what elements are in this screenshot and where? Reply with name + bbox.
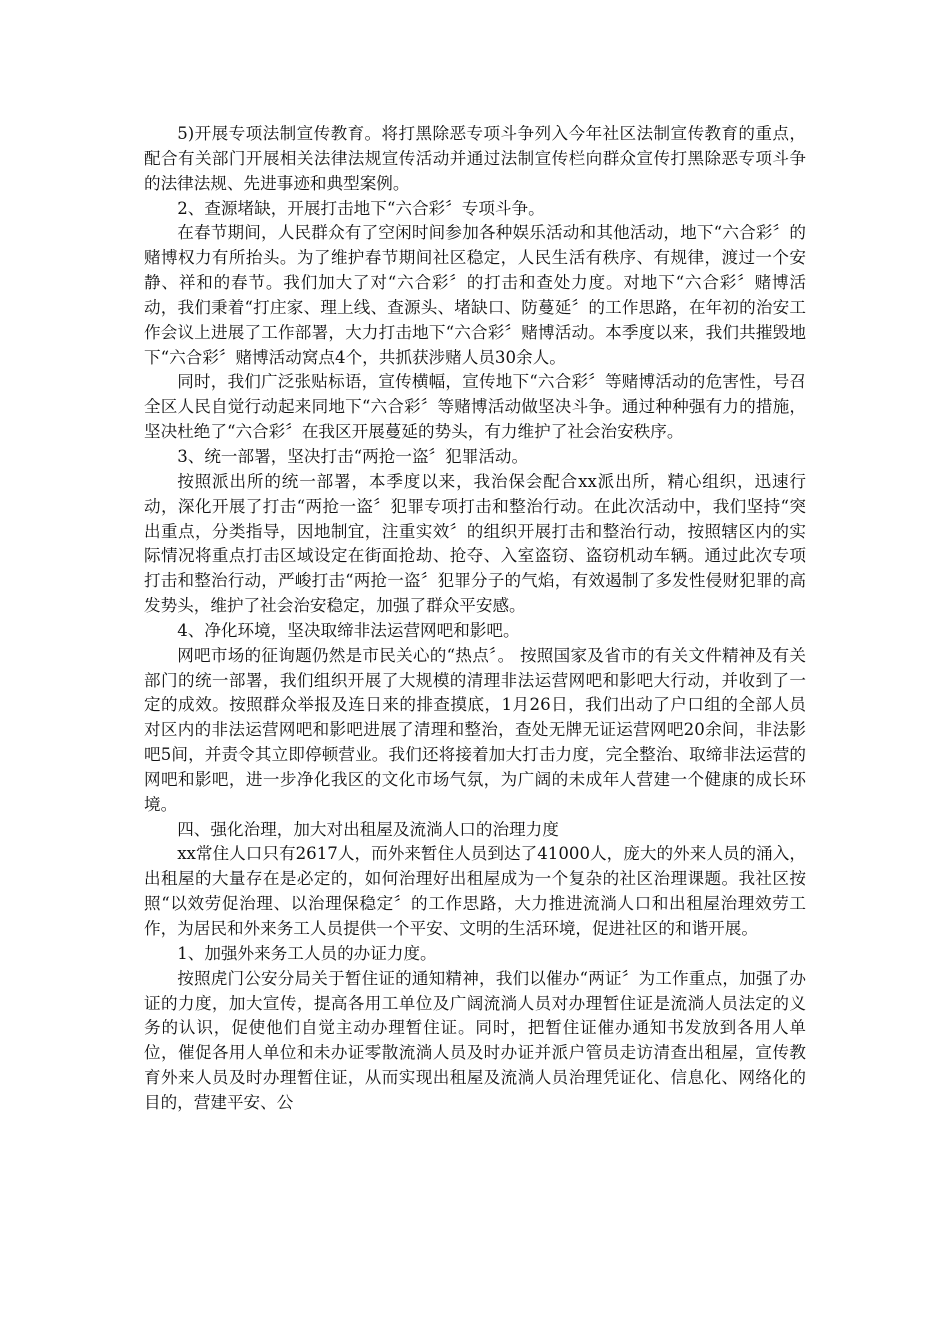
paragraph-police-deployment: 按照派出所的统一部署，本季度以来，我治保会配合xx派出所，精心组织，迅速行动，深化开展了打击“两抢一盗〞犯罪专项打击和整治行动。在此次活动中，我们坚持“突出重点，分类指导，因地制宜，注重实效〞的组织开展打击和整治行动，按照辖区内的实际情况将重点打击区域设定在街面抢劫、抢夺、入室盗窃、盗窃机动车辆。通过此次专项打击和整治行动，严峻打击“两抢一盗〞犯罪分子的气焰，有效遏制了多发性侵财犯罪的高发势头，维护了社会治安稳定，加强了群众平安感。 [144, 471, 806, 616]
heading-lottery-crackdown: 2、查源堵缺，开展打击地下“六合彩〞专项斗争。 [177, 198, 545, 218]
paragraph-legal-publicity: 5)开展专项法制宣传教育。将打黑除恶专项斗争列入今年社区法制宣传教育的重点，配合有关部门开展相关法律法规宣传活动并通过法制宣传栏向群众宣传打黑除恶专项斗争的法律法规、先进事迹和典型案例。 [144, 124, 806, 193]
heading-permits: 1、加强外来务工人员的办证力度。 [177, 943, 437, 963]
document-body [144, 122, 806, 1116]
paragraph-population: xx常住人口只有2617人，而外来暂住人员到达了41000人，庞大的外来人员的涌入，出租屋的大量存在是必定的，如何治理好出租屋成为一个复杂的社区治理课题。我社区按照“以效劳促治理、以治理保稳定〞的工作思路，大力推进流淌人口和出租屋治理效劳工作，为居民和外来务工人员提供一个平安、文明的生活环境，促进社区的和谐开展。 [144, 844, 806, 938]
paragraph-slogans: 同时，我们广泛张贴标语，宣传横幅，宣传地下“六合彩〞等赌博活动的危害性，号召全区人民自觉行动起来同地下“六合彩〞等赌博活动做坚决斗争。通过种种强有力的措施，坚决杜绝了“六合彩〞在我区开展蔓延的势头，有力维护了社会治安秩序。 [144, 372, 806, 442]
paragraph-temporary-residence: 按照虎门公安分局关于暂住证的通知精神，我们以催办“两证〞为工作重点，加强了办证的力度，加大宣传，提高各用工单位及广阔流淌人员对办理暂住证是流淌人员法定的义务的认识，促使他们自觉主动办理暂住证。同时，把暂住证催办通知书发放到各用人单位，催促各用人单位和未办证零散流淌人员及时办证并派户管员走访清查出租屋，宣传教育外来人员及时办理暂住证，从而实现出租屋及流淌人员治理凭证化、信息化、网络化的目的，营建平安、公 [144, 968, 806, 1112]
paragraph-spring-festival: 在春节期间，人民群众有了空闲时间参加各种娱乐活动和其他活动，地下“六合彩〞的赌博权力有所抬头。为了维护春节期间社区稳定，人民生活有秩序、有规律，渡过一个安静、祥和的春节。我们加大了对“六合彩〞的打击和查处力度。对地下“六合彩〞赌博活动，我们秉着“打庄家、理上线、查源头、堵缺口、防蔓延〞的工作思路，在年初的治安工作会议上进展了工作部署，大力打击地下“六合彩〞赌博活动。本季度以来，我们共摧毁地下“六合彩〞赌博活动窝点4个，共抓获涉赌人员30余人。 [144, 223, 806, 367]
heading-internet-cafes: 4、净化环境，坚决取缔非法运营网吧和影吧。 [177, 620, 520, 640]
paragraph-internet-cafe-cleanup: 网吧市场的征询题仍然是市民关心的“热点〞。 按照国家及省市的有关文件精神及有关部门的统一部署，我们组织开展了大规模的清理非法运营网吧和影吧大行动，并收到了一定的成效。按照群众举报及连日来的排查摸底，1月26日，我们出动了户口组的全部人员对区内的非法运营网吧和影吧进展了清理和整治，查处无牌无证运营网吧20余间，非法影吧5间，并责令其立即停顿营业。我们还将接着加大打击力度，完全整治、取缔非法运营的网吧和影吧，进一步净化我区的文化市场气氛，为广阔的未成年人营建一个健康的成长环境。 [144, 645, 806, 814]
heading-rental-housing: 四、强化治理，加大对出租屋及流淌人口的治理力度 [177, 819, 559, 839]
heading-robbery-theft: 3、统一部署，坚决打击“两抢一盗〞犯罪活动。 [177, 446, 529, 466]
